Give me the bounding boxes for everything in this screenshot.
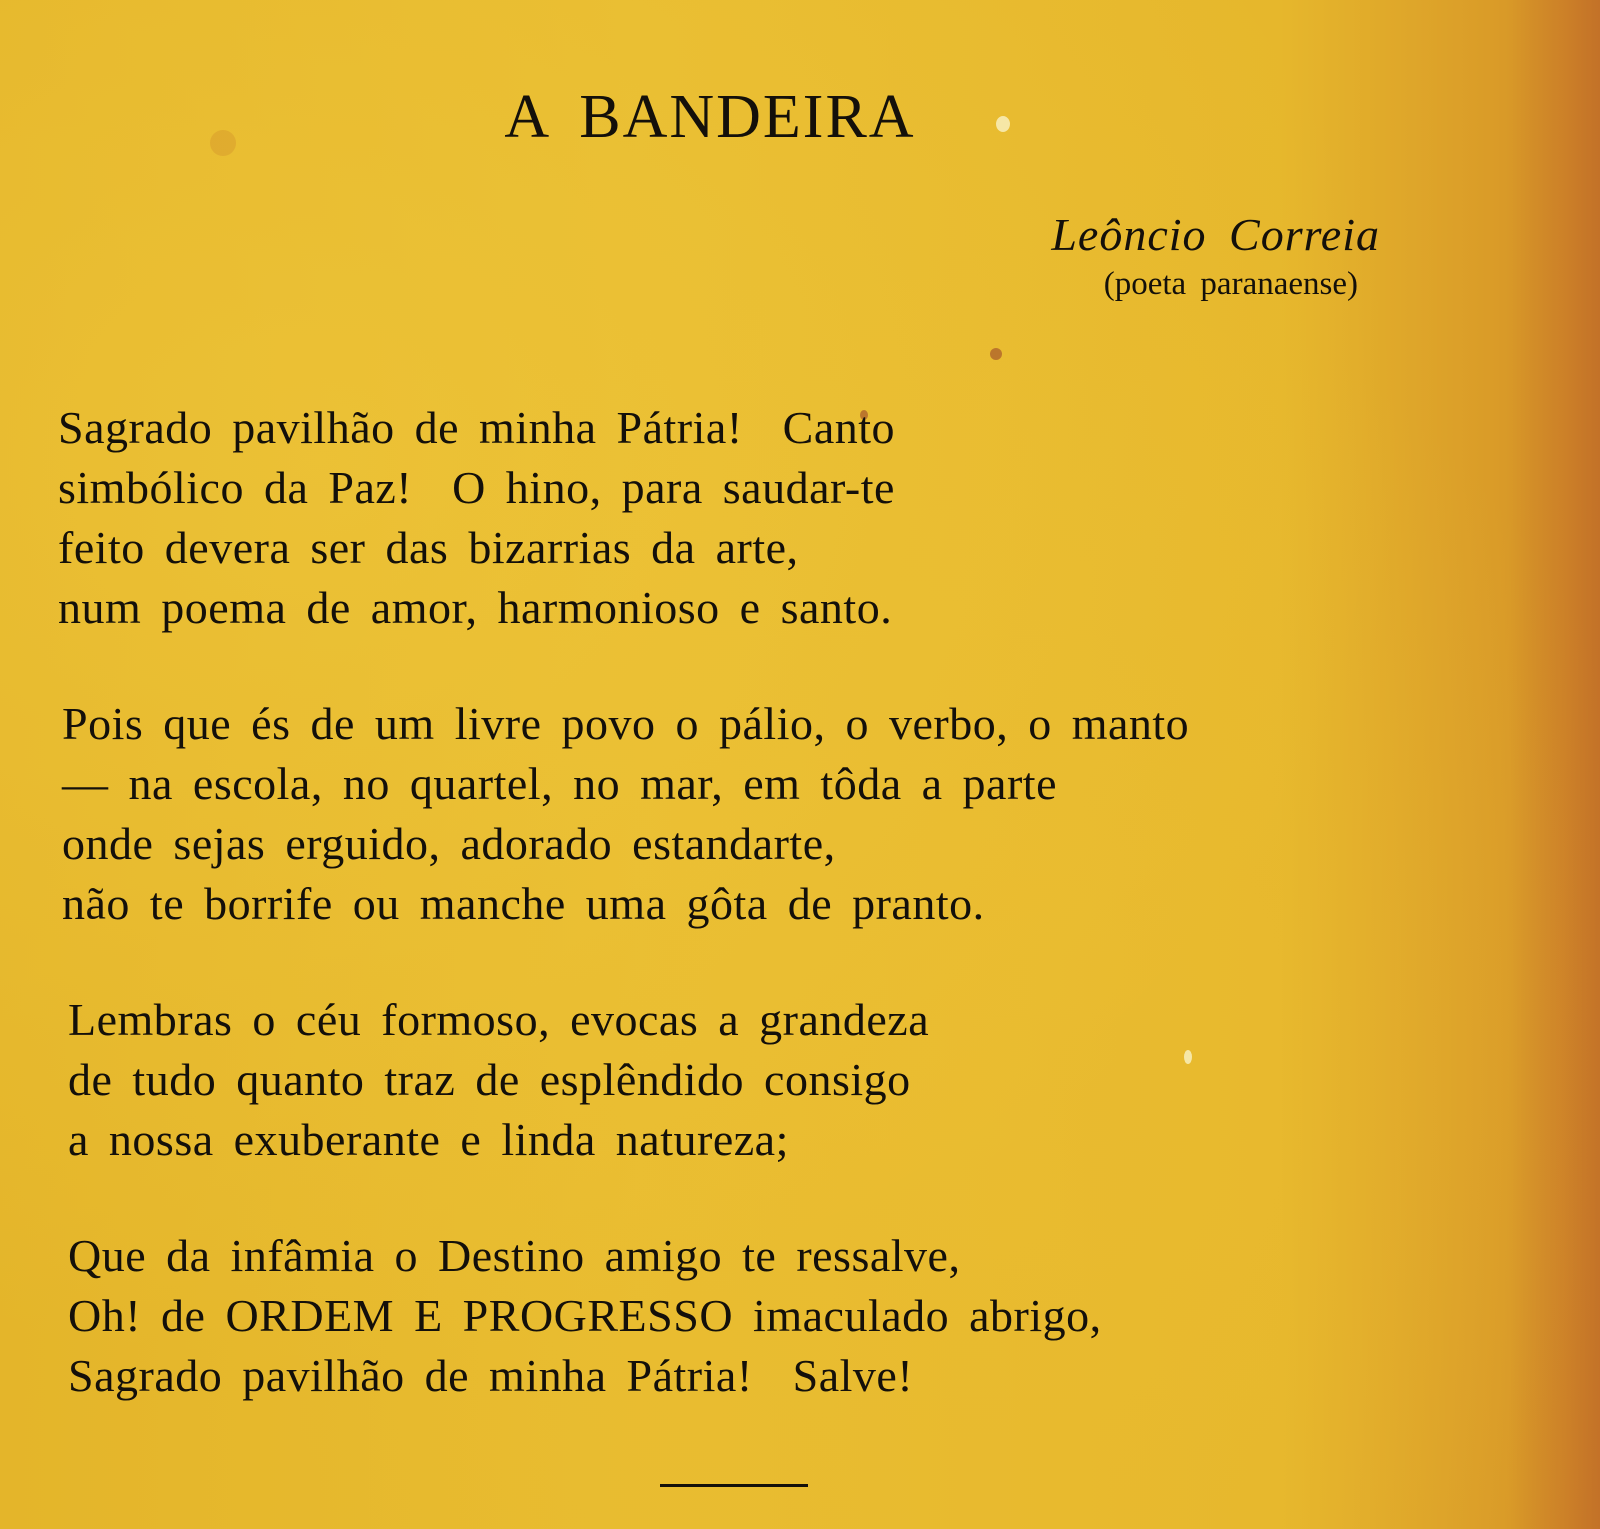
- stanza: [68, 1226, 1498, 1406]
- verse-line: Que da infâmia o Destino amigo te ressalve,: [68, 1230, 961, 1281]
- verse-line: — na escola, no quartel, no mar, em tôda a parte: [62, 758, 1057, 809]
- poem-body: [58, 398, 1498, 1406]
- author-name: Leôncio Correia: [1051, 209, 1380, 260]
- verse-line: num poema de amor, harmonioso e santo.: [58, 582, 893, 633]
- verse-line: Pois que és de um livre povo o pálio, o verbo, o manto: [62, 698, 1190, 749]
- author-block: [1051, 208, 1380, 306]
- verse-line: Lembras o céu formoso, evocas a grandeza: [68, 994, 930, 1045]
- verse-line: simbólico da Paz! O hino, para saudar-te: [58, 462, 895, 513]
- paper-edge-stain: [1510, 0, 1600, 1529]
- stanza: [62, 694, 1498, 934]
- verse-line: feito devera ser das bizarrias da arte,: [58, 522, 799, 573]
- stanza: [58, 398, 1498, 638]
- end-rule: [660, 1484, 808, 1487]
- ink-spot: [990, 348, 1002, 360]
- verse-line: Sagrado pavilhão de minha Pátria! Salve!: [68, 1350, 914, 1401]
- verse-line: não te borrife ou manche uma gôta de pranto.: [62, 878, 985, 929]
- verse-line: Sagrado pavilhão de minha Pátria! Canto: [58, 402, 896, 453]
- author-note: (poeta paranaense): [1103, 266, 1358, 302]
- verse-line: de tudo quanto traz de esplêndido consigo: [68, 1054, 911, 1105]
- verse-line: a nossa exuberante e linda natureza;: [68, 1114, 789, 1165]
- verse-line: Oh! de ORDEM E PROGRESSO imaculado abrigo,: [68, 1290, 1102, 1341]
- poem-title: A BANDEIRA: [504, 83, 916, 151]
- verse-line: onde sejas erguido, adorado estandarte,: [62, 818, 836, 869]
- stanza: [68, 990, 1498, 1170]
